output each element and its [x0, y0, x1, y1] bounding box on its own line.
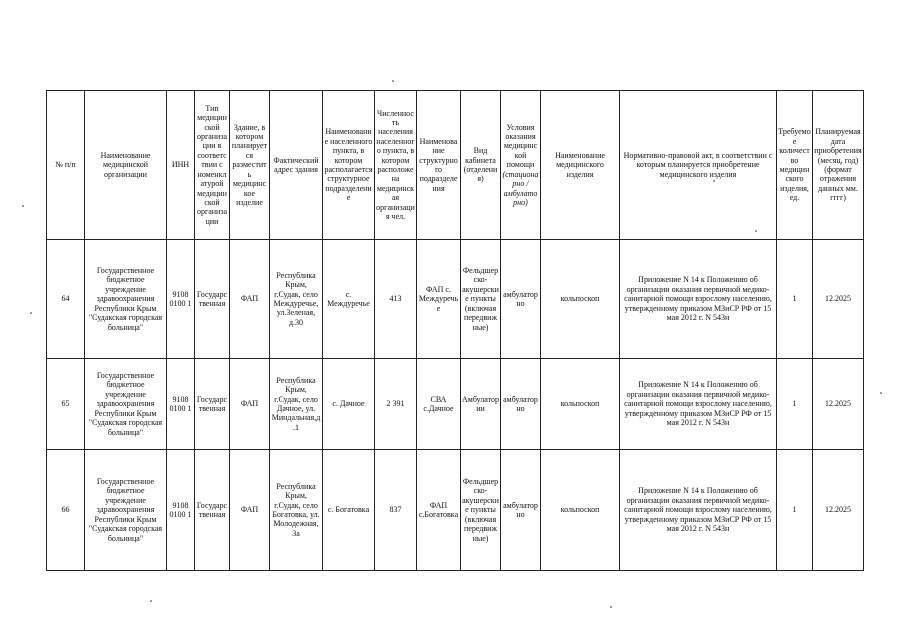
scan-speck: [880, 392, 882, 394]
cell-org: Государственное бюджетное учреждение здравоохранения Республики Крым "Судакская городская больница": [85, 450, 167, 571]
header-inn: ИНН: [167, 91, 195, 240]
cell-type: Государственная: [195, 240, 230, 359]
header-conditions: [501, 91, 541, 240]
cell-device: кольпоскоп: [541, 359, 620, 450]
cell-cabinet: Фельдшерско-акушерские пункты (включая передвижные): [461, 450, 501, 571]
cell-settlement: с. Дачное: [323, 359, 375, 450]
cell-building: ФАП: [230, 450, 270, 571]
cell-unit: СВА с.Дачное: [417, 359, 461, 450]
cell-org: Государственное бюджетное учреждение здравоохранения Республики Крым "Судакская городская больница": [85, 359, 167, 450]
cell-unit: ФАП с. Междуречье: [417, 240, 461, 359]
cell-device: кольпоскоп: [541, 450, 620, 571]
cell-num: 65: [47, 359, 85, 450]
cell-building: ФАП: [230, 359, 270, 450]
cell-cabinet: Амбулатории: [461, 359, 501, 450]
cell-settlement: с. Междуречье: [323, 240, 375, 359]
cell-conditions: амбулаторно: [501, 359, 541, 450]
header-unit: Наименование структурного подразделения: [417, 91, 461, 240]
cell-address: Республика Крым, г.Судак, село Богатовка, ул. Молодежная, 3а: [270, 450, 323, 571]
cell-address: Республика Крым, г.Судак, село Дачное, ул. Миндальная,д.1: [270, 359, 323, 450]
cell-inn: 9108 0100 1: [167, 359, 195, 450]
cell-type: Государственная: [195, 359, 230, 450]
header-conditions-main: Условия оказания медицинской помощи: [503, 122, 538, 170]
header-type: Тип медицинской организации в соответствии с номенклатурой медицинской организации: [195, 91, 230, 240]
header-settlement: Наименование населенного пункта, в котором располагается структурное подразделение: [323, 91, 375, 240]
cell-conditions: амбулаторно: [501, 450, 541, 571]
scan-speck: [610, 606, 612, 608]
cell-population: 837: [375, 450, 417, 571]
cell-date: 12.2025: [813, 240, 864, 359]
header-row: [47, 91, 864, 240]
scan-speck: [755, 230, 757, 232]
cell-qty: 1: [777, 240, 813, 359]
cell-inn: 9108 0100 1: [167, 240, 195, 359]
cell-population: 413: [375, 240, 417, 359]
header-population: Численность населения населенного пункта, в котором расположена медицинская организация чел.: [375, 91, 417, 240]
header-act: Нормативно-правовой акт, в соответствии с которым планируется приобретение медицинского изделия: [620, 91, 777, 240]
header-date: Планируемая дата приобретения (месяц, год) (формат отражения данных мм. гггг): [813, 91, 864, 240]
cell-unit: ФАП с.Богатовка: [417, 450, 461, 571]
cell-conditions: амбулаторно: [501, 240, 541, 359]
scan-speck: [150, 600, 152, 602]
header-address: Фактический адрес здания: [270, 91, 323, 240]
cell-act: Приложение N 14 к Положению об организации оказания первичной медико-санитарной помощи взрослому населению, утвержденному приказом МЗиСР РФ от 15 мая 2012 г. N 543н: [620, 450, 777, 571]
cell-qty: 1: [777, 450, 813, 571]
cell-inn: 9108 0100 1: [167, 450, 195, 571]
header-qty: Требуемое количество медицинского изделия, ед.: [777, 91, 813, 240]
cell-org: Государственное бюджетное учреждение здравоохранения Республики Крым "Судакская городская больница": [85, 240, 167, 359]
header-org: Наименование медицинской организации: [85, 91, 167, 240]
cell-act: Приложение N 14 к Положению об организации оказания первичной медико-санитарной помощи взрослому населению, утвержденному приказом МЗиСР РФ от 15 мая 2012 г. N 543н: [620, 359, 777, 450]
cell-num: 66: [47, 450, 85, 571]
scan-speck: [22, 205, 24, 207]
scan-speck: [392, 80, 394, 82]
cell-population: 2 391: [375, 359, 417, 450]
cell-device: кольпоскоп: [541, 240, 620, 359]
header-building: Здание, в котором планируется разместить медицинское изделие: [230, 91, 270, 240]
cell-cabinet: Фельдшерско-акушерские пункты (включая передвижные): [461, 240, 501, 359]
scan-speck: [30, 312, 32, 314]
cell-date: 12.2025: [813, 359, 864, 450]
table-row: [47, 450, 864, 571]
cell-date: 12.2025: [813, 450, 864, 571]
cell-type: Государственная: [195, 450, 230, 571]
cell-settlement: с. Богатовка: [323, 450, 375, 571]
equipment-table: [46, 90, 864, 571]
header-cabinet: Вид кабинета (отделения): [461, 91, 501, 240]
table-row: [47, 359, 864, 450]
cell-qty: 1: [777, 359, 813, 450]
cell-address: Республика Крым, г.Судак, село Междуречье, ул.Зеленая, д.30: [270, 240, 323, 359]
cell-building: ФАП: [230, 240, 270, 359]
scan-speck: [713, 180, 715, 182]
cell-act: Приложение N 14 к Положению об организации оказания первичной медико-санитарной помощи взрослому населению, утвержденному приказом МЗиСР РФ от 15 мая 2012 г. N 543н: [620, 240, 777, 359]
header-num: № п/п: [47, 91, 85, 240]
table-row: [47, 240, 864, 359]
header-conditions-note: (стационарно / амбулаторно): [502, 169, 539, 207]
cell-num: 64: [47, 240, 85, 359]
header-device: Наименование медицинского изделия: [541, 91, 620, 240]
